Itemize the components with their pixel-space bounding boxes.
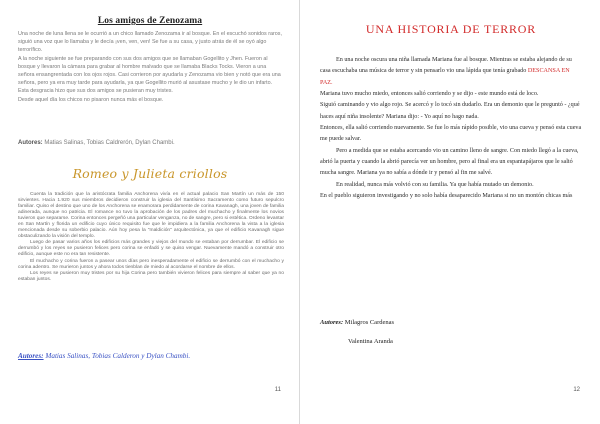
story-paragraph: Siguió caminando y vio algo rojo. Se acercó y lo tocó sin dudarlo. Era un demonio que le preguntó - ¿qué haces aquí niña insolente? Mariana dijo: - Yo aquí no hago nada. [320, 102, 580, 120]
highlight-text: DESCANSA EN PAZ. [320, 68, 570, 86]
story-paragraph: Luego de pasar varios años los edificios más grandes y viejos del mundo se estaban por derrumbar. El edificio se derrumbó y los reyes se pusieron felices pero corina se enfadó y se quiso vengar. Nuevamente mandó a construir otro edificio, aunque este no era tan resistente. [18, 240, 284, 258]
authors-label: Autores: [18, 352, 44, 360]
story-paragraph: Cuenta la tradición que la aristócrata familia Anchorena vivía en el actual palacio San Martín un más de 150 sirvientes. Hacia 1.920 sus miembros decidieron construir la iglesia del Santísimo Sacramento como futuro sepulcro familiar. Quiso el destino que uno de los Anchorena se enamorara perdidamente de corina Kavanagh, una joven de familia adinerada, aunque no patricia. El romance no tuvo la aprobación de los padres del muchacho y finalmente los novios tuvieron que separarse. Corina entonces pergeñó una particular venganza, no de sangre, pero si estética. Ordeno levantar en San Martín y florida un edificio cuyo único requisito fue que le impidiera a la familia Anchorena la vista a la iglesia mencionada desde su soberbio palacio. Aún hoy pesa la "maldición" arquitectónica, ya que el edificio Kavanagh sigue obstaculizando la visión del templo. [18, 192, 284, 240]
story-paragraph: Pero a medida que se estaba acercando vio un camino lleno de sangre. Con miedo llegó a la cueva, abrió la puerta y cuando la abrió parecía ver un hombre, pero al final era un espantapájaros que le saltó mucha sangre. Mariana ya no sabía a dónde ir y pensó al fin me salvé. [320, 147, 579, 177]
author-name: Valentina Aranda [348, 338, 393, 345]
story-authors-zenozama [18, 140, 284, 146]
story-authors-terror [320, 319, 582, 326]
story-title-romeo-julieta: Romeo y Julieta criollos [72, 166, 228, 181]
story-paragraph: Una noche de luna llena se le ocurrió a un chico llamado Zenozama ir al bosque. En el escuchó sonidos raros, siguió una voz que lo llamaba y le decía ¡ven, ven, ven! Se fue a su casa, y justo atrás de él se oyó algo terrorífico. [18, 31, 282, 54]
story-paragraph: Entonces, ella salió corriendo nuevamente. Se fue lo más rápido posible, vio una cueva y pensó esta cueva me puede salvar. [320, 125, 582, 143]
story-paragraph: Los reyes se pusieron muy tristes por su hija Corina pero también vivieron felices para siempre al saber que ya no estaban juntos. [18, 270, 284, 282]
story-body-zenozama [18, 30, 284, 104]
story-paragraph [320, 55, 582, 89]
page-number-right: 12 [573, 387, 580, 393]
story-body-terror [320, 55, 582, 202]
story-paragraph: El muchacho y corina fueron a pasear unos días pero inesperadamente el edificio se derrumbó con el muchacho y corina adentro. Se murieron juntos y ahora todos tienblan de miedo al acordarse el nombre de ellos. [18, 258, 284, 270]
authors-names: Matias Salinas, Tobias Caldrerón, Dylan Chambi. [44, 140, 175, 146]
authors-names: Matias Salinas, Tobias Calderon y Dylan Chambi. [45, 352, 191, 360]
story-paragraph: Mariana tuvo mucho miedo, entonces salió corriendo y se dijo - este mundo está de loco. [320, 91, 539, 98]
paragraph-text: En una noche oscura una niña llamada Mariana fue al bosque. Mientras se estaba alejando de su casa escuchaba una música de terror y sin pensarlo vio una lápida que tenía grabado [320, 57, 572, 75]
page-number-left: 11 [274, 387, 281, 393]
author-name: Milagros Cardenas [344, 319, 395, 326]
story-title-terror: UNA HISTORIA DE TERROR [365, 22, 537, 36]
story-paragraph: A la noche siguiente se fue preparando con sus dos amigos que se llamaban Gogellito y Jhen. Fueron al bosque y llevaron la cámara para grabar al hombre malvado que se llamaba Blacks Tocks. Vieron a una señora ensangrentada con los ojos rojos. Casi corrieron por ayudarla y Zenozama vio bien y notó que era una señora, pero ya era muy tarde para ayudarla, ya que Gogellito murió al asustase mucho y le dio un infarto. Esta desgracia hizo que sus dos amigos se pusieran muy tristes. [18, 55, 281, 95]
story-body-romeo-julieta [18, 192, 284, 283]
story-paragraph: En realidad, nunca más volvió con su familia. Ya que había mutado un demonio. [336, 181, 534, 188]
story-authors-romeo-julieta [18, 352, 284, 360]
story-paragraph: En el pueblo siguieron investigando y no solo había desaparecido Mariana si no un montón chicas más [320, 193, 573, 200]
story-title-zenozama: Los amigos de Zenozama [97, 16, 203, 26]
right-page [300, 0, 600, 424]
story-paragraph: Desde aquel día los chicos no pisaron nunca más el bosque. [18, 96, 164, 103]
authors-label: Autores: [18, 140, 43, 146]
authors-label: Autores: [320, 319, 344, 326]
